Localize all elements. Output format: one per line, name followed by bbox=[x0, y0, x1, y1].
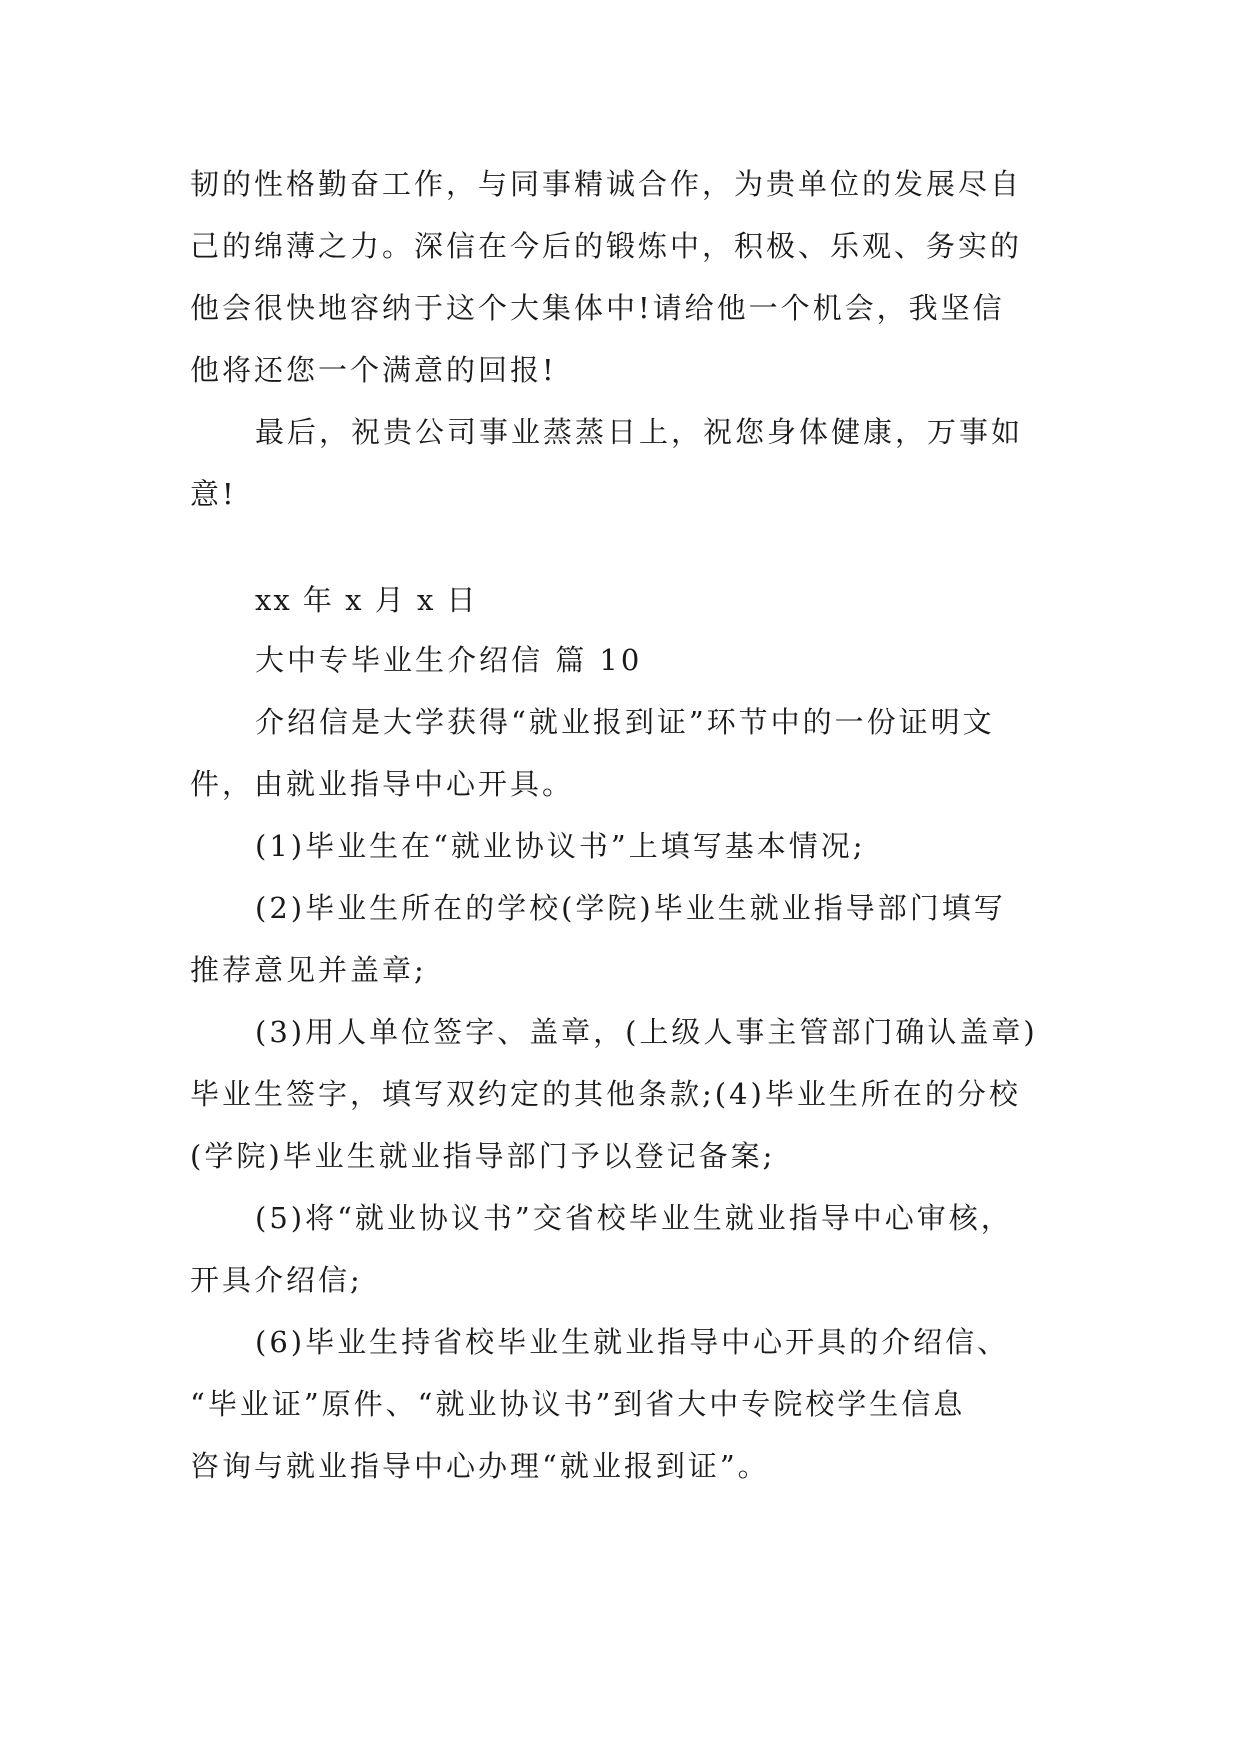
section-heading: 大中专毕业生介绍信 篇 10 bbox=[255, 643, 643, 677]
step-2: (2)毕业生所在的学校(学院)毕业生就业指导部门填写 bbox=[255, 891, 1006, 925]
body-line: 韧的性格勤奋工作，与同事精诚合作，为贵单位的发展尽自 bbox=[190, 167, 1023, 201]
closing-paragraph: 最后，祝贵公司事业蒸蒸日上，祝您身体健康，万事如 bbox=[255, 415, 1024, 449]
body-line: 毕业生签字，填写双约定的其他条款;(4)毕业生所在的分校 bbox=[190, 1077, 1021, 1111]
body-line: 他将还您一个满意的回报! bbox=[190, 353, 557, 387]
body-line: 意! bbox=[190, 477, 237, 511]
step-3: (3)用人单位签字、盖章，(上级人事主管部门确认盖章) bbox=[255, 1015, 1038, 1049]
body-line: “毕业证”原件、“就业协议书”到省大中专院校学生信息 bbox=[190, 1387, 966, 1421]
body-line: (学院)毕业生就业指导部门予以登记备案; bbox=[190, 1139, 776, 1173]
body-line: 咨询与就业指导中心办理“就业报到证”。 bbox=[190, 1449, 770, 1483]
intro-paragraph: 介绍信是大学获得“就业报到证”环节中的一份证明文 bbox=[255, 705, 995, 739]
step-5: (5)将“就业协议书”交省校毕业生就业指导中心审核， bbox=[255, 1201, 1013, 1235]
body-line: 推荐意见并盖章; bbox=[190, 953, 427, 987]
date-line: xx 年 x 月 x 日 bbox=[255, 583, 478, 617]
step-6: (6)毕业生持省校毕业生就业指导中心开具的介绍信、 bbox=[255, 1325, 1010, 1359]
body-line: 件，由就业指导中心开具。 bbox=[190, 767, 575, 801]
body-line: 开具介绍信; bbox=[190, 1263, 363, 1297]
step-1: (1)毕业生在“就业协议书”上填写基本情况; bbox=[255, 829, 866, 863]
body-line: 他会很快地容纳于这个大集体中!请给他一个机会，我坚信 bbox=[190, 291, 1005, 325]
body-line: 己的绵薄之力。深信在今后的锻炼中，积极、乐观、务实的 bbox=[190, 229, 1023, 263]
